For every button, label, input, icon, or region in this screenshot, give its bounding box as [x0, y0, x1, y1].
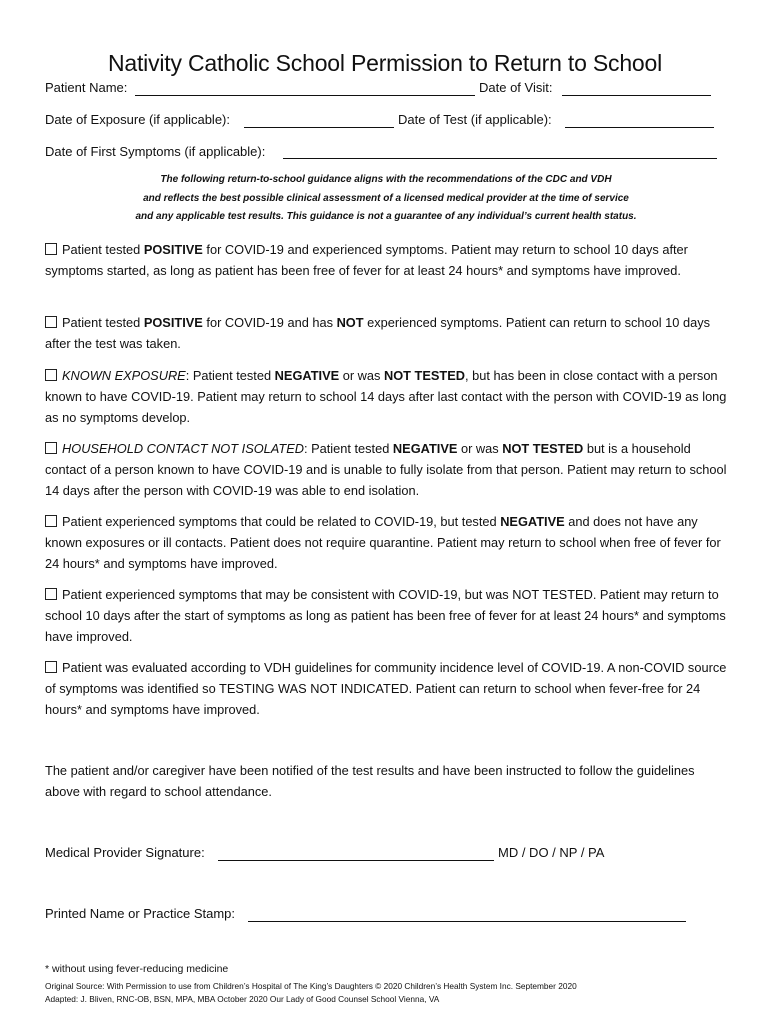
option-non-covid-source: Patient was evaluated according to VDH guidelines for community incidence level of COVID-19. A non-COVID source of symptoms was identified so TESTING WAS NOT INDICATED. Patient can return to school when fever-free for 24 hours* and symptoms have improved.	[45, 660, 727, 717]
caregiver-notification: The patient and/or caregiver have been notified of the test results and have been instructed to follow the guidelines above with regard to school attendance.	[45, 763, 695, 799]
provider-signature-field[interactable]	[218, 860, 494, 861]
disclaimer-line: and any applicable test results. This guidance is not a guarantee of any individual’s current health status.	[135, 211, 637, 222]
date-of-exposure-field[interactable]	[244, 127, 394, 128]
checkbox[interactable]	[45, 442, 57, 454]
guidance-disclaimer	[60, 171, 712, 227]
printed-name-field[interactable]	[248, 921, 686, 922]
date-of-visit-field[interactable]	[562, 95, 711, 96]
option-known-exposure: KNOWN EXPOSURE: Patient tested NEGATIVE or was NOT TESTED, but has been in close contact with a person known to have COVID-19. Patient may return to school 14 days after last contact with the person with COVID-19 as long as no symptoms develop.	[45, 368, 727, 425]
date-of-test-label: Date of Test (if applicable):	[398, 112, 552, 127]
source-credit: Original Source: With Permission to use from Children’s Hospital of The King’s Daughters © 2020 Children’s Health System Inc. September 2020	[45, 981, 577, 991]
option-symptoms-negative: Patient experienced symptoms that could be related to COVID-19, but tested NEGATIVE and does not have any known exposures or ill contacts. Patient does not require quarantine. Patient may return to school when free of fever for 24 hours* and symptoms have improved.	[45, 514, 721, 571]
checkbox[interactable]	[45, 588, 57, 600]
date-of-test-field[interactable]	[565, 127, 714, 128]
option-positive-no-symptoms: Patient tested POSITIVE for COVID-19 and has NOT experienced symptoms. Patient can return to school 10 days after the test was taken.	[45, 315, 710, 351]
checkbox[interactable]	[45, 661, 57, 673]
option-symptoms-not-tested: Patient experienced symptoms that may be consistent with COVID-19, but was NOT TESTED. Patient may return to school 10 days after the start of symptoms as long as patient has been free of fever for at least 24 hours* and symptoms have improved.	[45, 587, 726, 644]
disclaimer-line: The following return-to-school guidance aligns with the recommendations of the CDC and VDH	[160, 174, 612, 185]
patient-name-field[interactable]	[135, 95, 475, 96]
option-positive-symptoms: Patient tested POSITIVE for COVID-19 and experienced symptoms. Patient may return to school 10 days after symptoms started, as long as patient has been free of fever for at least 24 hours* and symptoms have improved.	[45, 242, 688, 278]
checkbox[interactable]	[45, 243, 57, 255]
checkbox[interactable]	[45, 369, 57, 381]
form-title: Nativity Catholic School Permission to Return to School	[107, 50, 663, 76]
asterisk-footnote: * without using fever-reducing medicine	[45, 963, 229, 975]
option-household-contact: HOUSEHOLD CONTACT NOT ISOLATED: Patient tested NEGATIVE or was NOT TESTED but is a household contact of a person known to have COVID-19 and is unable to fully isolate from that person. Patient may return to school 14 days after the person with COVID-19 was able to end isolation.	[45, 441, 727, 498]
date-of-exposure-label: Date of Exposure (if applicable):	[45, 112, 230, 127]
checkbox[interactable]	[45, 515, 57, 527]
adaptation-credit: Adapted: J. Bliven, RNC-OB, BSN, MPA, MBA October 2020 Our Lady of Good Counsel School Vienna, VA	[45, 994, 440, 1004]
date-first-symptoms-label: Date of First Symptoms (if applicable):	[45, 144, 266, 159]
printed-name-label: Printed Name or Practice Stamp:	[45, 906, 236, 921]
date-of-visit-label: Date of Visit:	[479, 80, 553, 95]
date-first-symptoms-field[interactable]	[283, 158, 717, 159]
credentials-label: MD / DO / NP / PA	[498, 845, 605, 860]
patient-name-label: Patient Name:	[45, 80, 128, 95]
disclaimer-line: and reflects the best possible clinical assessment of a licensed medical provider at the time of service	[143, 192, 629, 204]
provider-signature-label: Medical Provider Signature:	[45, 845, 205, 860]
checkbox[interactable]	[45, 316, 57, 328]
